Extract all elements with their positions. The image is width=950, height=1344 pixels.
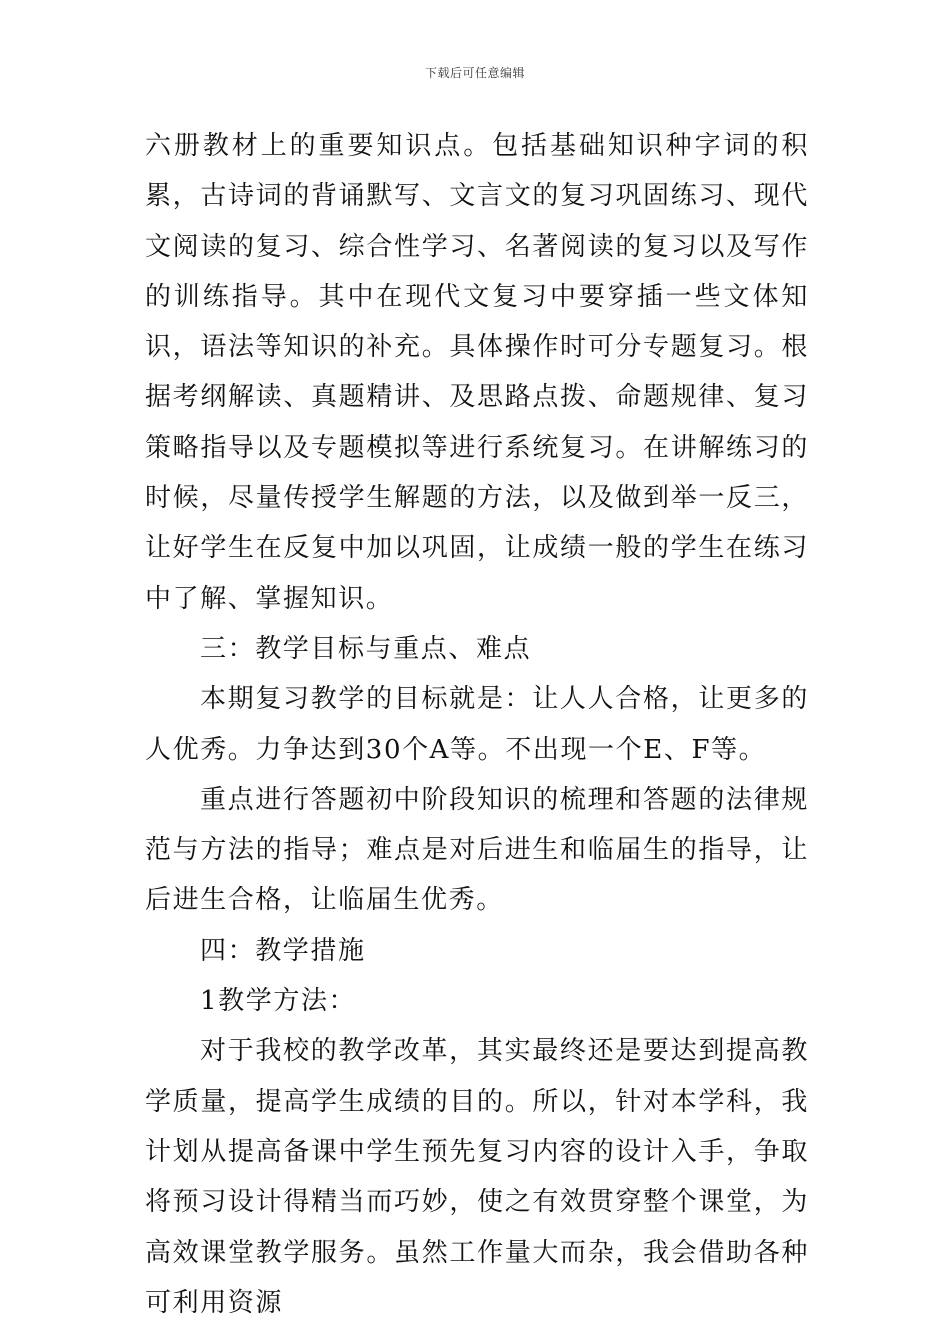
paragraph-goals: 本期复习教学的目标就是：让人人合格，让更多的人优秀。力争达到30个A等。不出现一个E、F等。 [145,684,809,765]
paragraph-teaching-reform: 对于我校的教学改革，其实最终还是要达到提高教学质量，提高学生成绩的目的。所以，针对本学科，我计划从提高备课中学生预先复习内容的设计入手，争取将预习设计得精当而巧妙，使之有效贯穿整个课堂，为高效课堂教学服务。虽然工作量大而杂，我会借助各种可利用资源 [145,1036,809,1318]
header-note: 下载后可任意编辑 [424,66,525,80]
document-body [145,121,809,1328]
section-heading-measures: 四：教学措施 [200,935,366,966]
paragraph-key-points: 重点进行答题初中阶段知识的梳理和答题的法律规范与方法的指导；难点是对后进生和临届生的指导，让后进生合格，让临届生优秀。 [145,784,809,916]
subheading-teaching-method: 1教学方法： [200,986,357,1017]
section-heading-goals: 三：教学目标与重点、难点 [200,633,532,664]
paragraph-knowledge-review: 六册教材上的重要知识点。包括基础知识种字词的积累，古诗词的背诵默写、文言文的复习巩固练习、现代文阅读的复习、综合性学习、名著阅读的复习以及写作的训练指导。其中在现代文复习中要穿插一些文体知识，语法等知识的补充。具体操作时可分专题复习。根据考纲解读、真题精讲、及思路点拨、命题规律、复习策略指导以及专题模拟等进行系统复习。在讲解练习的时候，尽量传授学生解题的方法，以及做到举一反三，让好学生在反复中加以巩固，让成绩一般的学生在练习中了解、掌握知识。 [145,131,809,614]
